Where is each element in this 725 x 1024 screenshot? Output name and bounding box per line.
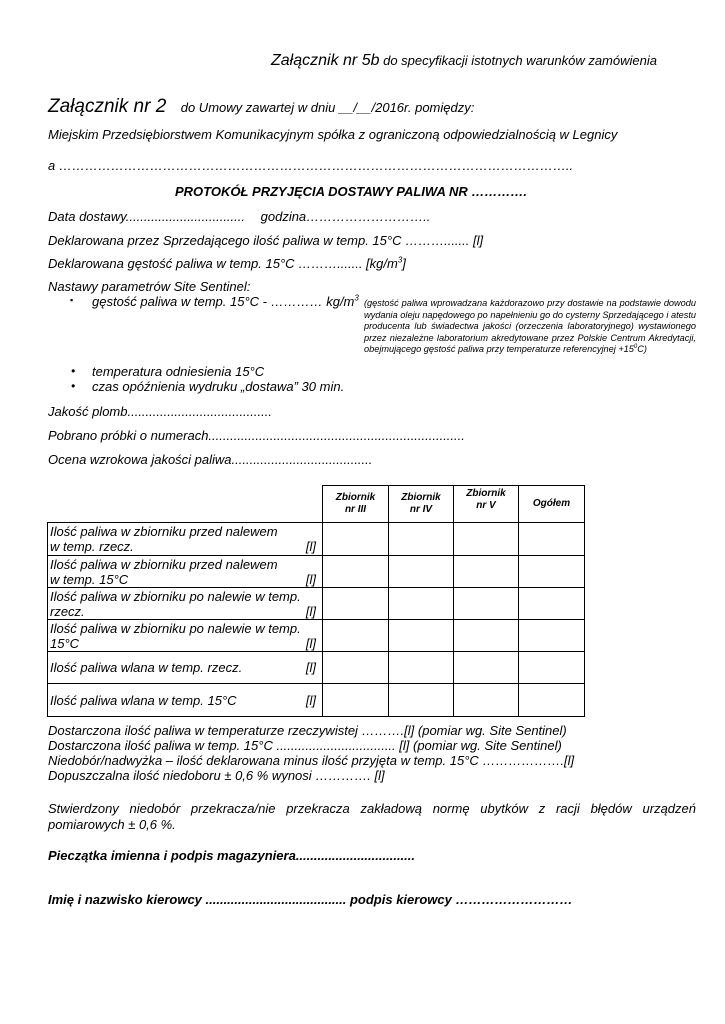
company-line: Miejskim Przedsiębiorstwem Komunikacyjnym spółka z ograniczoną odpowiedzialnością w Legnicy	[48, 127, 618, 142]
density-note: (gęstość paliwa wprowadzana każdorazowo przy dostawie na podstawie dowodu wydania oleju napędowego po napełnieniu go do cysterny Sprzedającego i atestu producenta lub świadectwa jakości (orzeczenia laboratoryjnego) wystawionego przez niezależne laboratorium akredytowane przez Polskie Centrum Akredytacji, obejmującego gęstość paliwa przy temperaturze referencyjnej $+15^0C$)	[364, 298, 696, 355]
delivery-date-line	[48, 209, 430, 224]
column-header-tank-5: Zbiornik nr V	[454, 486, 519, 523]
table-row	[48, 556, 585, 588]
table-cell[interactable]	[389, 523, 454, 556]
row-label: Ilość paliwa w zbiorniku przed nalewem w temp. 15°C [l]	[48, 556, 323, 588]
table-row	[48, 523, 585, 556]
attachment-2-rest: do Umowy zawartej w dniu __/__/2016r. pomiędzy:	[180, 100, 475, 115]
row-label: Ilość paliwa wlana w temp. 15°C [l]	[48, 684, 323, 717]
row-label: Ilość paliwa w zbiorniku po nalewie w temp. 15°C [l]	[48, 620, 323, 652]
table-cell[interactable]	[519, 556, 585, 588]
fuel-quantity-table	[47, 485, 585, 717]
attachment-5b-heading	[271, 52, 657, 70]
table-cell[interactable]	[519, 523, 585, 556]
column-header-total: Ogółem	[519, 486, 585, 523]
table-row	[48, 652, 585, 684]
table-cell[interactable]	[454, 652, 519, 684]
visual-assessment-field: Ocena wzrokowa jakości paliwa.......................................	[48, 452, 373, 467]
table-cell[interactable]	[519, 684, 585, 717]
table-cell[interactable]	[389, 620, 454, 652]
table-cell[interactable]	[389, 684, 454, 717]
storekeeper-signature-line: Pieczątka imienna i podpis magazyniera.................................	[48, 848, 416, 863]
delivered-15c-line: Dostarczona ilość paliwa w temp. 15°C ................................. [l] (pomiar wg. Site Sentinel)	[48, 738, 562, 753]
seals-quality-field: Jakość plomb........................................	[48, 404, 272, 419]
table-cell[interactable]	[454, 684, 519, 717]
delivery-hour-field: godzina………………………..	[260, 209, 431, 224]
table-cell[interactable]	[389, 652, 454, 684]
row-label: Ilość paliwa w zbiorniku przed nalewem w temp. rzecz. [l]	[48, 523, 323, 556]
table-header-blank	[48, 486, 323, 523]
declared-density-line: Deklarowana gęstość paliwa w temp. 15°C ………....... $[kg/m^3]$	[48, 255, 406, 271]
table-cell[interactable]	[454, 523, 519, 556]
second-party-line: a ………………………………………………………………………………………………………..	[48, 158, 574, 173]
table-cell[interactable]	[323, 620, 389, 652]
attachment-2-label: Załącznik nr 2	[48, 96, 167, 117]
density-setting-item: gęstość paliwa w temp. 15°C - ………… $kg/m^3$	[92, 293, 359, 309]
table-header-row	[48, 486, 585, 523]
column-header-tank-4: Zbiornik nr IV	[389, 486, 454, 523]
reference-temperature-item: temperatura odniesienia 15°C	[92, 364, 265, 379]
bullet-icon: •	[71, 364, 76, 378]
samples-field: Pobrano próbki o numerach.......................................................................	[48, 428, 465, 443]
bullet-icon: •	[71, 379, 76, 393]
table-row	[48, 684, 585, 717]
table-row	[48, 588, 585, 620]
table-cell[interactable]	[454, 588, 519, 620]
print-delay-item: czas opóźnienia wydruku „dostawa” 30 min.	[92, 379, 345, 394]
row-label: Ilość paliwa wlana w temp. rzecz. [l]	[48, 652, 323, 684]
attachment-5b-label: Załącznik nr 5b	[271, 52, 380, 69]
driver-signature-line: Imię i nazwisko kierowcy ....................................... podpis kierowcy ………………………	[48, 892, 573, 907]
bullet-icon: ▪	[70, 295, 74, 305]
delivery-date-field: Data dostawy.................................	[48, 209, 245, 224]
table-cell[interactable]	[519, 588, 585, 620]
column-header-tank-3: Zbiornik nr III	[323, 486, 389, 523]
allowed-shortage-line: Dopuszczalna ilość niedoboru ± 0,6 % wynosi …………. [l]	[48, 768, 385, 783]
table-cell[interactable]	[519, 620, 585, 652]
table-cell[interactable]	[454, 556, 519, 588]
delivered-actual-temp-line: Dostarczona ilość paliwa w temperaturze rzeczywistej ……….[l] (pomiar wg. Site Sentinel)	[48, 723, 567, 738]
table-cell[interactable]	[323, 652, 389, 684]
table-cell[interactable]	[323, 588, 389, 620]
table-cell[interactable]	[519, 652, 585, 684]
declared-quantity-line: Deklarowana przez Sprzedającego ilość paliwa w temp. 15°C ………....... [l]	[48, 233, 484, 248]
page-title: PROTOKÓŁ PRZYJĘCIA DOSTAWY PALIWA NR ………….	[175, 184, 527, 199]
settings-heading: Nastawy parametrów Site Sentinel:	[48, 279, 251, 294]
table-cell[interactable]	[323, 684, 389, 717]
table-row	[48, 620, 585, 652]
table-cell[interactable]	[389, 588, 454, 620]
shortage-statement: Stwierdzony niedobór przekracza/nie przekracza zakładową normę ubytków z racji błędów urządzeń pomiarowych ± 0,6 %.	[48, 801, 696, 832]
attachment-2-heading	[48, 96, 474, 118]
shortage-surplus-line: Niedobór/nadwyżka – ilość deklarowana minus ilość przyjęta w temp. 15°C ……………….[l]	[48, 753, 575, 768]
table-cell[interactable]	[454, 620, 519, 652]
table-cell[interactable]	[389, 556, 454, 588]
attachment-5b-rest: do specyfikacji istotnych warunków zamówienia	[379, 53, 657, 68]
row-label: Ilość paliwa w zbiorniku po nalewie w temp. rzecz. [l]	[48, 588, 323, 620]
table-cell[interactable]	[323, 523, 389, 556]
table-cell[interactable]	[323, 556, 389, 588]
